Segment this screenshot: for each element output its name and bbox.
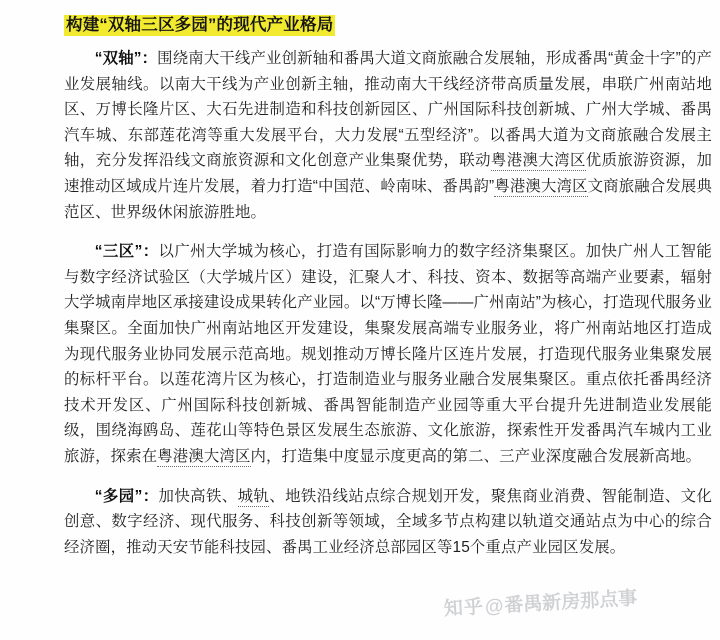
watermark — [443, 585, 638, 624]
page-title-highlight: 构建“双轴三区多园”的现代产业格局 — [66, 16, 334, 34]
watermark-at: @ — [484, 595, 505, 618]
paragraph-shuangzhou — [64, 46, 712, 225]
page-title — [64, 12, 712, 38]
paragraph-text: 、地铁沿线站点综合规划开发，聚焦商业消费、智能制造、文化创意、数字经济、现代服务、科技创新等领域，全域多节点构建以轨道交通站点为中心的综合经济圈，推动天安节能科技园、番禺工业经济总部园区等15个重点产业园区发展。 — [64, 487, 712, 556]
linked-term[interactable]: 城轨 — [237, 487, 270, 505]
paragraph-text: 围绕南大干线产业创新轴和番禺大道文商旅融合发展轴，形成番禺“黄金十字”的产业发展轴线。以南大干线为产业创新主轴，推动南大干线经济带高质量发展，串联广州南站地区、万博长隆片区、大石先进制造和科技创新园区、广州国际科技创新城、广州大学城、番禺汽车城、东部莲花湾等重大发展平台，大力发展“五型经济”。以番禺大道为文商旅融合发展主轴，充分发挥沿线文商旅资源和文化创意产业集聚优势，联动 — [64, 50, 712, 170]
watermark-platform: 知乎 — [443, 596, 485, 620]
linked-term[interactable]: 粤港澳大湾区 — [490, 152, 586, 170]
watermark-author: 番禺新房那点事 — [503, 588, 638, 617]
paragraph-sanqu — [64, 239, 712, 469]
paragraph-text: 优质旅游资源，加速推动区域成片连片发展，着力打造“中国范、岭南味、番禺韵” — [64, 152, 712, 195]
paragraph-lead-shuangzhou: “双轴”： — [94, 50, 158, 67]
paragraph-lead-duoyuan: “多园”： — [94, 487, 159, 505]
linked-term[interactable]: 粤港澳大湾区 — [494, 177, 588, 195]
paragraph-lead-sanqu: “三区”： — [94, 243, 159, 261]
paragraph-text: 加快高铁、 — [158, 487, 238, 505]
article-body — [64, 46, 712, 560]
paragraph-text: 以广州大学城为核心，打造有国际影响力的数字经济集聚区。加快广州人工智能与数字经济试验区（大学城片区）建设，汇聚人才、科技、资本、数据等高端产业要素，辐射大学城南岸地区承接建设成果转化产业园。以“万博长隆——广州南站”为核心，打造现代服务业集聚区。全面加快广州南站地区开发建设，集聚发展高端专业服务业，将广州南站地区打造成为现代服务业协同发展示范高地。规划推动万博长隆片区连片发展，打造现代服务业集聚发展的标杆平台。以莲花湾片区为核心，打造制造业与服务业融合发展集聚区。重点依托番禺经济技术开发区、广州国际科技创新城、番禺智能制造产业园等重大平台提升先进制造业发展能级，围绕海鸥岛、莲花山等特色景区发展生态旅游、文化旅游，探索性开发番禺汽车城内工业旅游，探索在 — [64, 243, 712, 465]
paragraph-text: 内，打造集中度显示度更高的第二、三产业深度融合发展新高地。 — [250, 447, 702, 465]
paragraph-duoyuan — [64, 484, 712, 561]
linked-term[interactable]: 粤港澳大湾区 — [157, 447, 251, 465]
paragraph-text: 文商旅融合发展典范区、世界级休闲旅游胜地。 — [64, 177, 712, 221]
